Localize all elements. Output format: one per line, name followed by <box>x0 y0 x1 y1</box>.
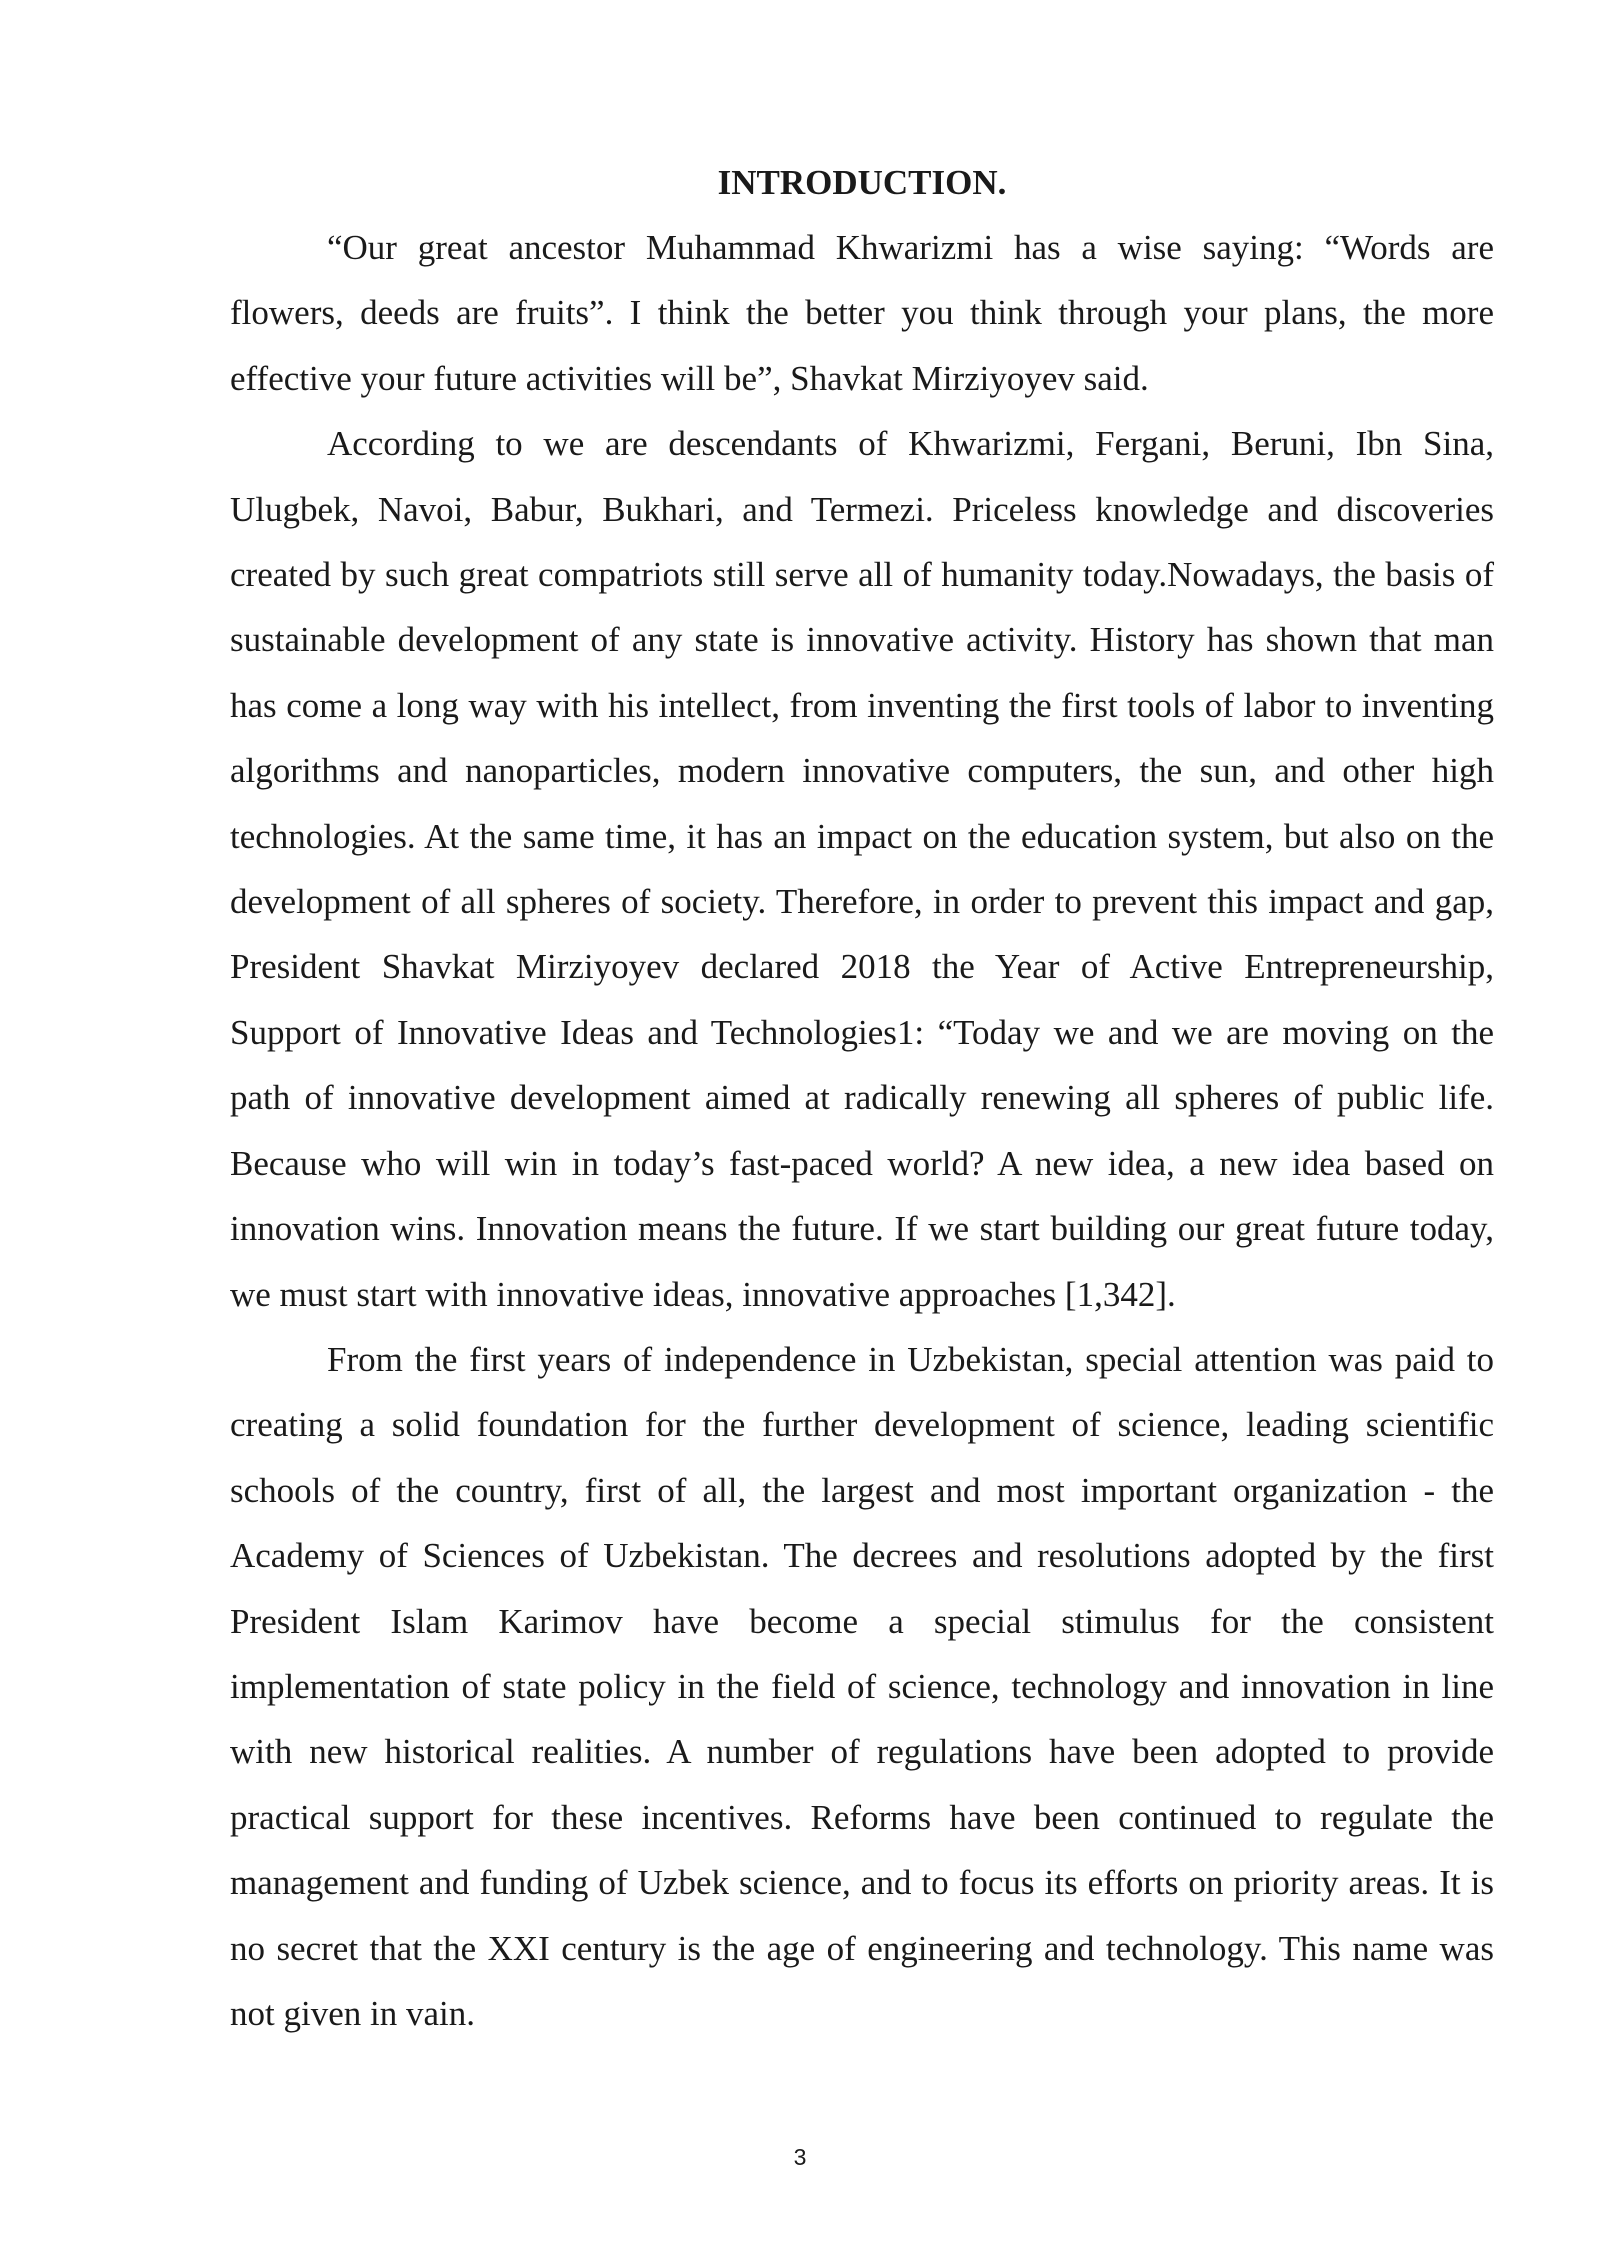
section-heading: INTRODUCTION. <box>717 163 1007 202</box>
paragraph-independence: From the first years of independence in Uzbekistan, special attention was paid to creating a solid foundation for the further development of science, leading scientific schools of the country, first of all, the largest and most important organization - the Academy of Sciences of Uzbekistan. The decrees and resolutions adopted by the first President Islam Karimov have become a special stimulus for the consistent implementation of state policy in the field of science, technology and innovation in line with new historical realities. A number of regulations have been adopted to provide practical support for these incentives. Reforms have been continued to regulate the management and funding of Uzbek science, and to focus its efforts on priority areas. It is no secret that the XXI century is the age of engineering and technology. This name was not given in vain. <box>230 1339 1494 2033</box>
page-content <box>230 150 1494 2046</box>
page-number: 3 <box>793 2144 807 2170</box>
paragraph-quote: “Our great ancestor Muhammad Khwarizmi has a wise saying: “Words are flowers, deeds are fruits”. I think the better you think through your plans, the more effective your future activities will be”, Shavkat Mirziyoyev said. <box>230 228 1494 398</box>
paragraph-innovation: According to we are descendants of Khwarizmi, Fergani, Beruni, Ibn Sina, Ulugbek, Navoi, Babur, Bukhari, and Termezi. Priceless knowledge and discoveries created by such great compatriots still serve all of humanity today.Nowadays, the basis of sustainable development of any state is innovative activity. History has shown that man has come a long way with his intellect, from inventing the first tools of labor to inventing algorithms and nanoparticles, modern innovative computers, the sun, and other high technologies. At the same time, it has an impact on the education system, but also on the development of all spheres of society. Therefore, in order to prevent this impact and gap, President Shavkat Mirziyoyev declared 2018 the Year of Active Entrepreneurship, Support of Innovative Ideas and Technologies1: “Today we and we are moving on the path of innovative development aimed at radically renewing all spheres of public life. Because who will win in today’s fast-paced world? A new idea, a new idea based on innovation wins. Innovation means the future. If we start building our great future today, we must start with innovative ideas, innovative approaches [1,342]. <box>230 424 1494 1314</box>
